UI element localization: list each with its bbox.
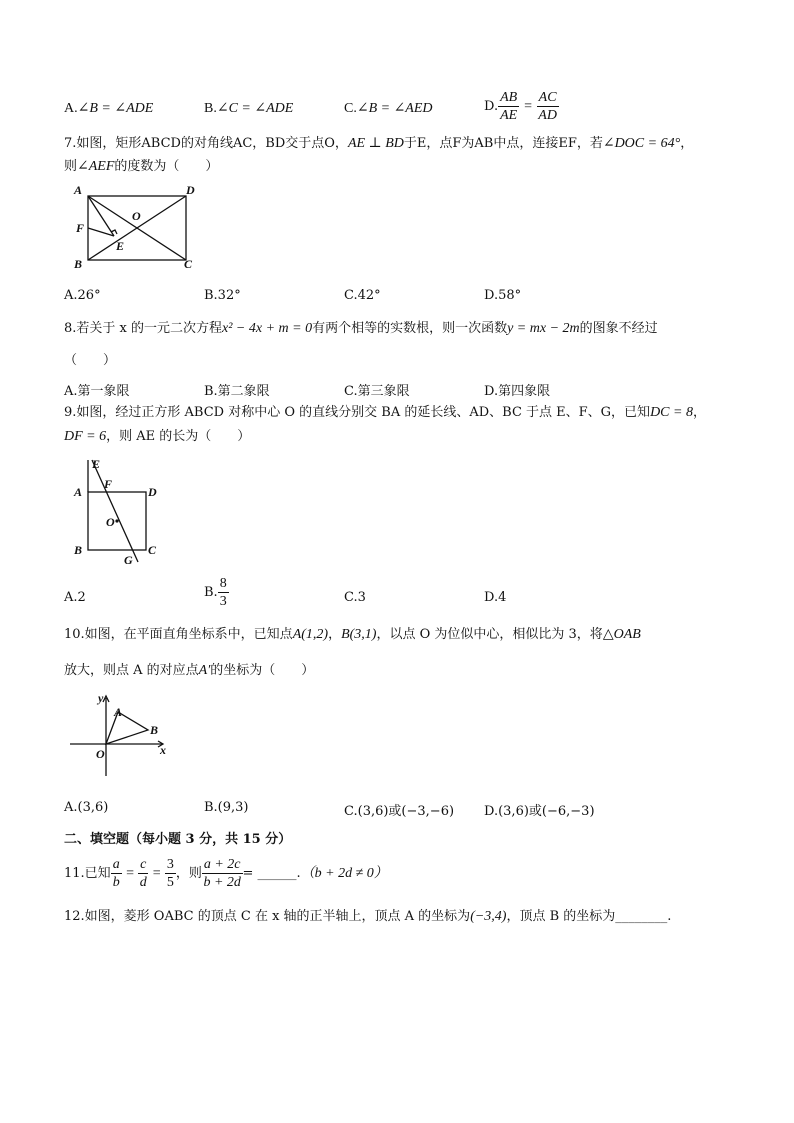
q8-option-a: A.第一象限	[64, 384, 130, 399]
q9-label-b: B	[74, 543, 83, 557]
q9-line2	[64, 430, 250, 444]
q7-label-a: A	[74, 183, 83, 197]
q10-math-b: B(3,1)	[341, 627, 377, 642]
q8-math-equation: x² − 4x + m = 0	[222, 321, 313, 336]
q7-text-c: ，	[680, 136, 694, 151]
section2-heading: 二、填空题（每小题 3 分，共 15 分）	[64, 832, 292, 847]
q10-option-c: C.(3,6)或(−3,−6)	[344, 804, 455, 819]
q9-option-a: A.2	[64, 590, 86, 605]
q8-line1	[64, 322, 658, 336]
q6-frac1-den: AE	[500, 108, 518, 123]
q9-figure	[70, 454, 170, 566]
q9-label-c: C	[148, 543, 157, 557]
q6-option-c	[344, 100, 433, 117]
q6-option-d-frac1	[498, 89, 519, 124]
q7-label-f: F	[76, 221, 85, 235]
q9-option-d: D.4	[484, 590, 507, 605]
q6-option-d-frac2	[537, 89, 559, 124]
q7-figure	[70, 182, 200, 270]
q10-label-y: y	[98, 691, 104, 705]
q12-line	[64, 910, 671, 924]
q10-math-triangle: △OAB	[602, 627, 641, 642]
q10-text-a: 10.如图，在平面直角坐标系中，已知点	[64, 627, 293, 642]
q11-f1-num: a	[112, 857, 120, 872]
q11-frac-main	[202, 856, 243, 891]
q7-option-d: D.58°	[484, 288, 522, 303]
q8-text-b: 有两个相等的实数根，则一次函数	[312, 321, 508, 336]
q9-option-b-frac	[218, 575, 229, 610]
q7-line2-math: ∠AEF	[77, 159, 115, 174]
q9-option-c: C.3	[344, 590, 366, 605]
q9-label-o: O	[106, 515, 115, 529]
q7-option-c: C.42°	[344, 288, 381, 303]
q6-option-c-expr: ∠B = ∠AED	[356, 101, 433, 116]
q11-f3-den: 5	[166, 875, 174, 890]
q11-frac-35	[165, 856, 176, 891]
q10-math-a: A(1,2)	[292, 627, 329, 642]
q10-option-d: D.(3,6)或(−6,−3)	[484, 804, 595, 819]
q10-option-a: A.(3,6)	[64, 800, 109, 815]
q9-label-d: D	[148, 485, 157, 499]
q11-line: 11.已知 $\frac{a}{b}$ = $\frac{c}{d}$ = $\frac{3}{5}$ ，则 $\frac{a + 2c}{b + 2d}$ = ______.（b + 2d ≠ 0）	[64, 857, 388, 890]
q9-option-b	[204, 575, 229, 610]
q7-label-o: O	[132, 209, 141, 223]
q9-text-a: 9.如图，经过正方形 ABCD 对称中心 O 的直线分别交 BA 的延长线、AD、BC 于点 E、F、G，已知	[64, 405, 651, 420]
q9-text-b: ，	[692, 405, 706, 420]
q8-option-d: D.第四象限	[484, 384, 551, 399]
q10-triangle-oab	[106, 712, 148, 744]
q7-line2-text-a: 则	[64, 159, 78, 174]
q10-figure	[66, 690, 170, 782]
q12-math: (−3,4)	[470, 909, 507, 924]
q10-label-b: B	[150, 723, 159, 737]
q7-label-e: E	[116, 239, 125, 253]
q7-segment-ae	[88, 196, 114, 236]
q11-f3-num: 3	[166, 857, 174, 872]
q8-line2: （ ）	[64, 353, 117, 368]
q9-label-a: A	[74, 485, 83, 499]
q6-option-a-letter: A.	[64, 101, 78, 116]
q9-option-b-letter: B.	[204, 585, 218, 600]
q11-frac-ab	[111, 856, 122, 891]
q11-condition: （b + 2d ≠ 0）	[300, 866, 388, 881]
q7-text-b: 于E，点F为AB中点，连接EF，若	[403, 136, 603, 151]
q12-text-b[interactable]: ，顶点 B 的坐标为________.	[506, 909, 672, 924]
q9-math-dc: DC = 8	[650, 405, 693, 420]
q7-label-b: B	[74, 257, 83, 270]
q7-text-a: 7.如图，矩形ABCD的对角线AC，BD交于点O，	[64, 136, 348, 151]
q10-text-b: ，	[328, 627, 342, 642]
q11-f4-num: a + 2c	[203, 857, 241, 872]
q11-f4-den: b + 2d	[203, 875, 241, 890]
q7-line2	[64, 160, 218, 174]
q11-blank[interactable]: = ______.	[242, 866, 301, 881]
q11-f1-den: b	[112, 875, 120, 890]
q11-mid: ，则	[175, 866, 202, 881]
q6-option-a	[64, 100, 153, 117]
q6-frac1-num: AB	[500, 90, 518, 105]
q8-math-function: y = mx − 2m	[507, 321, 580, 336]
q8-option-c: C.第三象限	[344, 384, 410, 399]
q7-option-b: B.32°	[204, 288, 241, 303]
q6-option-b-letter: B.	[204, 101, 217, 116]
q7-math-perp: AE ⊥ BD	[347, 136, 404, 151]
q10-line2	[64, 664, 314, 678]
q10-line2-text-b: 的坐标为（ ）	[210, 663, 315, 678]
q6-option-d-letter: D.	[484, 99, 499, 114]
q10-line1	[64, 628, 641, 642]
q10-label-x: x	[160, 743, 166, 757]
q9-math-df: DF = 6	[64, 429, 107, 444]
q9-line2-text: ，则 AE 的长为（ ）	[106, 429, 251, 444]
q7-label-c: C	[184, 257, 193, 270]
q11-prefix: 11.已知	[64, 866, 111, 881]
q10-label-a: A	[114, 705, 123, 719]
q9-label-f: F	[104, 477, 113, 491]
q11-f2-num: c	[140, 857, 147, 872]
q7-math-angle: ∠DOC = 64°	[602, 136, 681, 151]
q7-label-d: D	[186, 183, 195, 197]
q9-frac-den: 3	[219, 594, 227, 609]
q6-option-a-expr: ∠B = ∠ADE	[77, 101, 154, 116]
q9-label-g: G	[124, 553, 133, 566]
q10-option-b: B.(9,3)	[204, 800, 249, 815]
q10-label-o: O	[96, 747, 105, 761]
q7-line1	[64, 137, 693, 151]
q9-line1	[64, 406, 706, 420]
q6-frac2-den: AD	[538, 108, 557, 123]
q9-frac-num: 8	[219, 576, 227, 591]
q7-option-a: A.26°	[64, 288, 101, 303]
q11-f2-den: d	[139, 875, 147, 890]
q9-label-e: E	[92, 457, 101, 471]
q8-text-c: 的图象不经过	[579, 321, 658, 336]
q10-line2-math: A′	[198, 663, 211, 678]
q6-equals: =	[523, 99, 533, 114]
q8-text-a: 8.若关于 x 的一元二次方程	[64, 321, 222, 336]
q6-option-c-letter: C.	[344, 101, 357, 116]
q10-text-c: ，以点 O 为位似中心，相似比为 3，将	[376, 627, 603, 642]
q7-line2-text-b: 的度数为（ ）	[114, 159, 219, 174]
q6-option-d	[484, 89, 559, 124]
q9-center-point	[115, 519, 118, 522]
q6-option-b	[204, 100, 293, 117]
q10-line2-text-a: 放大，则点 A 的对应点	[64, 663, 199, 678]
q12-text-a: 12.如图，菱形 OABC 的顶点 C 在 x 轴的正半轴上，顶点 A 的坐标为	[64, 909, 471, 924]
q11-frac-cd	[138, 856, 148, 891]
q6-option-b-expr: ∠C = ∠ADE	[216, 101, 294, 116]
q9-line-eg	[92, 460, 138, 562]
q8-option-b: B.第二象限	[204, 384, 270, 399]
q6-frac2-num: AC	[538, 90, 557, 105]
